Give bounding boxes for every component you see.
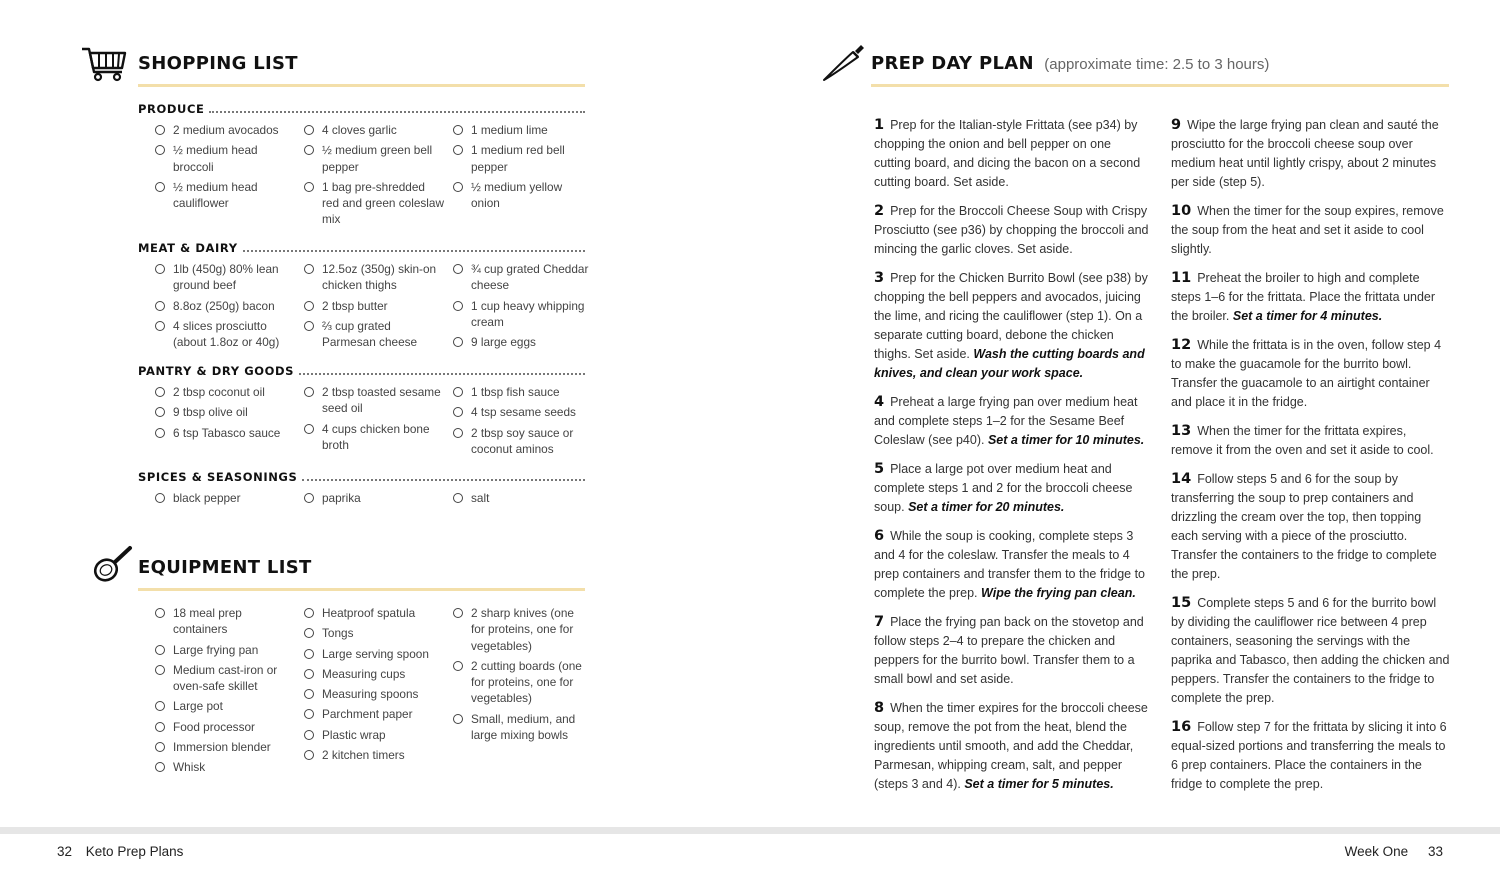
prep-time-subtitle: (approximate time: 2.5 to 3 hours)	[1044, 56, 1270, 73]
list-item[interactable]: 2 tbsp coconut oil	[155, 384, 295, 400]
checkbox-circle-icon[interactable]	[304, 709, 314, 719]
meat-dairy-column-1	[155, 261, 295, 354]
list-item[interactable]: 1 tbsp fish sauce	[453, 384, 593, 400]
prep-title-rule	[871, 84, 1449, 87]
checkbox-circle-icon[interactable]	[304, 125, 314, 135]
prep-step: 13 When the timer for the frittata expires, remove it from the oven and set it aside to cool.	[1171, 423, 1434, 457]
list-item[interactable]: salt	[453, 490, 593, 506]
equipment-column-2	[304, 605, 444, 767]
list-item[interactable]: 9 large eggs	[453, 334, 593, 350]
checkbox-circle-icon[interactable]	[453, 387, 463, 397]
checkbox-circle-icon[interactable]	[155, 321, 165, 331]
prep-step: 5 Place a large pot over medium heat and complete steps 1 and 2 for the broccoli cheese soup. Set a timer for 20 minutes.	[874, 461, 1133, 514]
list-item[interactable]: 2 kitchen timers	[304, 747, 444, 763]
spices-column-1	[155, 490, 295, 510]
list-item[interactable]: 6 tsp Tabasco sauce	[155, 425, 295, 441]
produce-column-2	[304, 122, 444, 232]
checkbox-circle-icon[interactable]	[155, 407, 165, 417]
checkbox-circle-icon[interactable]	[155, 182, 165, 192]
checkbox-circle-icon[interactable]	[304, 182, 314, 192]
equipment-column-1	[155, 605, 295, 780]
checkbox-circle-icon[interactable]	[453, 145, 463, 155]
list-item[interactable]: 2 tbsp butter	[304, 298, 444, 314]
spices-column-3	[453, 490, 593, 510]
checkbox-circle-icon[interactable]	[453, 428, 463, 438]
checkbox-circle-icon[interactable]	[155, 125, 165, 135]
right-footer	[1345, 844, 1443, 859]
category-produce: PRODUCE	[138, 101, 585, 117]
category-pantry: PANTRY & DRY GOODS	[138, 363, 585, 379]
list-item[interactable]: 9 tbsp olive oil	[155, 404, 295, 420]
prep-step: 7 Place the frying pan back on the stovetop and follow steps 2–4 to prepare the chicken and peppers for the burrito bowl. Transfer them to a small bowl and set aside.	[874, 614, 1144, 686]
list-item[interactable]: Medium cast-iron or oven-safe skillet	[155, 662, 295, 695]
prep-step: 4 Preheat a large frying pan over medium heat and complete steps 1–2 for the Sesame Beef Coleslaw (see p40). Set a timer for 10 minutes.	[874, 394, 1145, 447]
list-item[interactable]: 1 cup heavy whipping cream	[453, 298, 593, 331]
list-item[interactable]: black pepper	[155, 490, 295, 506]
checkbox-circle-icon[interactable]	[304, 493, 314, 503]
list-item[interactable]: Measuring cups	[304, 666, 444, 682]
skillet-icon	[90, 543, 134, 585]
checkbox-circle-icon[interactable]	[155, 762, 165, 772]
category-spices: SPICES & SEASONINGS	[138, 469, 585, 485]
produce-column-1	[155, 122, 295, 215]
list-item[interactable]: 4 cloves garlic	[304, 122, 444, 138]
list-item[interactable]: ½ medium yellow onion	[453, 179, 593, 212]
checkbox-circle-icon[interactable]	[304, 669, 314, 679]
list-item[interactable]: Whisk	[155, 759, 295, 775]
pantry-column-2	[304, 384, 444, 457]
list-item[interactable]: 4 slices prosciutto (about 1.8oz or 40g)	[155, 318, 295, 351]
checkbox-circle-icon[interactable]	[453, 182, 463, 192]
left-footer	[57, 844, 183, 859]
list-item[interactable]: Small, medium, and large mixing bowls	[453, 711, 588, 744]
checkbox-circle-icon[interactable]	[304, 608, 314, 618]
shopping-list-section	[0, 0, 750, 830]
prep-step: 3 Prep for the Chicken Burrito Bowl (see p38) by chopping the bell peppers and avocados, juicing the lime, and ricing the cauliflower (step 1). On a separate cutting board, debone the chicken thighs. Set aside. Wash the cutting boards and knives, and clean your work space.	[874, 270, 1148, 380]
list-item[interactable]: 1lb (450g) 80% lean ground beef	[155, 261, 295, 294]
prep-day-plan-section	[750, 0, 1500, 830]
list-item[interactable]: Food processor	[155, 719, 295, 735]
checkbox-circle-icon[interactable]	[304, 689, 314, 699]
checkbox-circle-icon[interactable]	[453, 264, 463, 274]
prep-step: 12 While the frittata is in the oven, follow step 4 to make the guacamole for the burrito bowl. Transfer the guacamole to an airtight container and place it in the fridge.	[1171, 337, 1442, 409]
list-item[interactable]: Parchment paper	[304, 706, 444, 722]
checkbox-circle-icon[interactable]	[155, 665, 165, 675]
prep-step: 11 Preheat the broiler to high and complete steps 1–6 for the frittata. Place the frittata under the broiler. Set a timer for 4 minutes.	[1171, 270, 1436, 323]
footer-bar	[0, 827, 1500, 834]
pantry-column-1	[155, 384, 295, 445]
list-item[interactable]: ½ medium green bell pepper	[304, 142, 444, 175]
checkbox-circle-icon[interactable]	[155, 722, 165, 732]
category-meat-dairy: MEAT & DAIRY	[138, 240, 585, 256]
checkbox-circle-icon[interactable]	[453, 337, 463, 347]
meat-dairy-column-2	[304, 261, 444, 354]
checkbox-circle-icon[interactable]	[453, 407, 463, 417]
checkbox-circle-icon[interactable]	[155, 645, 165, 655]
list-item[interactable]: 12.5oz (350g) skin-on chicken thighs	[304, 261, 444, 294]
produce-column-3	[453, 122, 593, 215]
checkbox-circle-icon[interactable]	[155, 264, 165, 274]
checkbox-circle-icon[interactable]	[453, 608, 463, 618]
checkbox-circle-icon[interactable]	[304, 321, 314, 331]
list-item[interactable]: ½ medium head broccoli	[155, 142, 295, 175]
list-item[interactable]: 4 tsp sesame seeds	[453, 404, 593, 420]
prep-step: 9 Wipe the large frying pan clean and sauté the prosciutto for the broccoli cheese soup over medium heat until lightly crispy, about 2 minutes per side (step 5).	[1171, 117, 1439, 189]
checkbox-circle-icon[interactable]	[453, 493, 463, 503]
prep-column-right	[1171, 116, 1451, 804]
list-item[interactable]: Large serving spoon	[304, 646, 444, 662]
list-item[interactable]: Heatproof spatula	[304, 605, 444, 621]
checkbox-circle-icon[interactable]	[304, 264, 314, 274]
equipment-column-3	[453, 605, 588, 747]
prep-step: 10 When the timer for the soup expires, remove the soup from the heat and set it aside to cool slightly.	[1171, 203, 1444, 256]
list-item[interactable]: 2 tbsp toasted sesame seed oil	[304, 384, 444, 417]
checkbox-circle-icon[interactable]	[453, 125, 463, 135]
prep-step: 6 While the soup is cooking, complete steps 3 and 4 for the coleslaw. Transfer the meals to 4 prep containers and transfer them to the fridge to complete the prep. Wipe the frying pan clean.	[874, 528, 1145, 600]
prep-step: 1 Prep for the Italian-style Frittata (see p34) by chopping the onion and bell pepper on one cutting board, and dicing the bacon on a second cutting board. Set aside.	[874, 117, 1141, 189]
checkbox-circle-icon[interactable]	[304, 628, 314, 638]
left-page-number: 32	[57, 844, 73, 859]
list-item[interactable]: 2 tbsp soy sauce or coconut aminos	[453, 425, 593, 458]
checkbox-circle-icon[interactable]	[155, 145, 165, 155]
checkbox-circle-icon[interactable]	[155, 493, 165, 503]
list-item[interactable]: 1 bag pre-shredded red and green coleslaw mix	[304, 179, 444, 228]
list-item[interactable]: 2 medium avocados	[155, 122, 295, 138]
checkbox-circle-icon[interactable]	[304, 301, 314, 311]
prep-day-plan-title: PREP DAY PLAN	[871, 53, 1034, 74]
spices-column-2	[304, 490, 444, 510]
list-item[interactable]: 2 sharp knives (one for proteins, one for vegetables)	[453, 605, 588, 654]
prep-step: 2 Prep for the Broccoli Cheese Soup with Crispy Prosciutto (see p36) by chopping the broccoli and mincing the garlic cloves. Set aside.	[874, 203, 1149, 256]
pantry-column-3	[453, 384, 593, 461]
prep-step: 16 Follow step 7 for the frittata by slicing it into 6 equal-sized portions and transferring the meals to 6 prep containers. Place the containers in the fridge to complete the prep.	[1171, 719, 1447, 791]
checkbox-circle-icon[interactable]	[155, 701, 165, 711]
checkbox-circle-icon[interactable]	[304, 424, 314, 434]
list-item[interactable]: 4 cups chicken bone broth	[304, 421, 444, 454]
checkbox-circle-icon[interactable]	[453, 661, 463, 671]
list-item[interactable]: 2 cutting boards (one for proteins, one for vegetables)	[453, 658, 588, 707]
checkbox-circle-icon[interactable]	[155, 301, 165, 311]
list-item[interactable]: ½ medium head cauliflower	[155, 179, 295, 212]
checkbox-circle-icon[interactable]	[304, 387, 314, 397]
checkbox-circle-icon[interactable]	[155, 428, 165, 438]
list-item[interactable]: 8.8oz (250g) bacon	[155, 298, 295, 314]
list-item[interactable]: 18 meal prep containers	[155, 605, 295, 638]
chef-knife-icon	[820, 42, 866, 84]
checkbox-circle-icon[interactable]	[155, 742, 165, 752]
list-item[interactable]: 1 medium red bell pepper	[453, 142, 593, 175]
shopping-list-title: SHOPPING LIST	[138, 53, 298, 74]
checkbox-circle-icon[interactable]	[304, 730, 314, 740]
list-item[interactable]: Large frying pan	[155, 642, 295, 658]
checkbox-circle-icon[interactable]	[304, 750, 314, 760]
checkbox-circle-icon[interactable]	[453, 714, 463, 724]
equipment-list-title: EQUIPMENT LIST	[138, 557, 312, 578]
list-item[interactable]: ¾ cup grated Cheddar cheese	[453, 261, 593, 294]
checkbox-circle-icon[interactable]	[304, 649, 314, 659]
left-running-title: Keto Prep Plans	[85, 844, 184, 859]
checkbox-circle-icon[interactable]	[155, 608, 165, 618]
prep-title-line	[871, 53, 1269, 74]
list-item[interactable]: ⅔ cup grated Parmesan cheese	[304, 318, 444, 351]
right-page-number: 33	[1427, 844, 1443, 859]
shopping-title-rule	[138, 84, 585, 87]
list-item[interactable]: Large pot	[155, 698, 295, 714]
list-item[interactable]: Plastic wrap	[304, 727, 444, 743]
shopping-cart-icon	[80, 44, 128, 82]
list-item[interactable]: 1 medium lime	[453, 122, 593, 138]
prep-column-left	[874, 116, 1150, 804]
checkbox-circle-icon[interactable]	[155, 387, 165, 397]
list-item[interactable]: paprika	[304, 490, 444, 506]
meat-dairy-column-3	[453, 261, 593, 354]
prep-step: 8 When the timer expires for the broccoli cheese soup, remove the pot from the heat, blend the ingredients until smooth, and add the Cheddar, Parmesan, whipping cream, salt, and pepper (steps 3 and 4). Set a timer for 5 minutes.	[874, 700, 1148, 791]
checkbox-circle-icon[interactable]	[453, 301, 463, 311]
list-item[interactable]: Immersion blender	[155, 739, 295, 755]
prep-step: 14 Follow steps 5 and 6 for the soup by transferring the soup to prep containers and drizzling the cream over the top, then topping each serving with a piece of the prosciutto. Transfer the containers to the fridge to complete the prep.	[1171, 471, 1437, 581]
checkbox-circle-icon[interactable]	[304, 145, 314, 155]
list-item[interactable]: Measuring spoons	[304, 686, 444, 702]
equipment-title-rule	[138, 588, 585, 591]
list-item[interactable]: Tongs	[304, 625, 444, 641]
prep-step: 15 Complete steps 5 and 6 for the burrito bowl by dividing the cauliflower rice between 4 prep containers, seasoning the servings with the paprika and Tabasco, then adding the chicken and peppers. Transfer the containers to the fridge to complete the prep.	[1171, 595, 1450, 705]
right-running-title: Week One	[1344, 844, 1409, 859]
